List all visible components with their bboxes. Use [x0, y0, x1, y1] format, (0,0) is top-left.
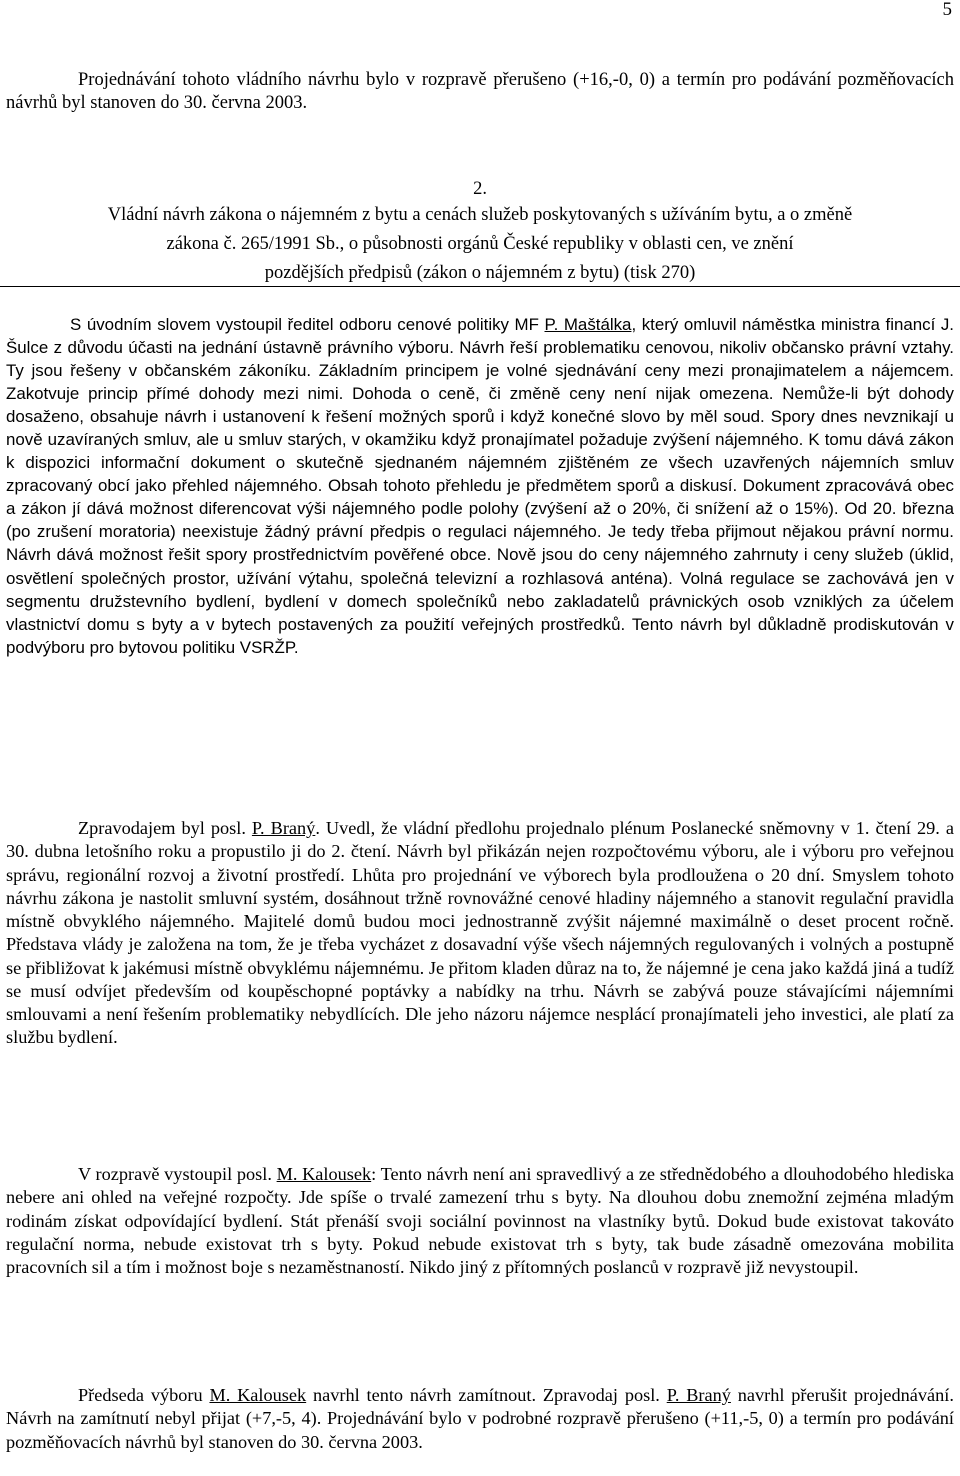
speaker-name: M. Kalousek [209, 1385, 307, 1405]
text-span: , který omluvil náměstka ministra financí J. Šulce z důvodu účasti na jednání ústavně právního výboru. Návrh řeší problematiku cenovou, nikoliv občansko právní vztahy. Ty jsou řešeny v občanském zákoníku. Základním principem je volné sjednávání ceny mezi pronajimatelem a nájemcem. Zakotvuje princip přímé dohody mezi nimi. Dohoda o ceně, či změně ceny není nijak omezena. Nemůže-li být dohody dosaženo, obsahuje návrh i ustanovení k řešení možných sporů i když konečné slovo by měl soud. Spory dnes nevznikají u nově uzavíraných smluv, ale u smluv starých, v okamžiku když pronajímatel požaduje zvýšení nájemného. K tomu dává zákon k dispozici informační dokument o skutečně sjednaném nájemném zjištěném ze všech uzavřených nájemních smluv zpracovaný obcí jako přehled nájemného. Obsah tohoto přehledu je předmětem sporů a diskusí. Dokument zpracovává obec a zákon jí dává možnost diferencovat výši nájemného podle polohy (zvýšení až o 20%, či snížení až o 15%). Od 20. března (po zrušení moratoria) neexistuje žádný právní předpis o regulaci nájemného. Je tedy třeba přijmout nějakou právní normu. Návrh dává možnost řešit spory prostřednictvím pověřené obce. Nově jsou do ceny nájemného zahrnuty i ceny služeb (úklid, osvětlení společných prostor, užívání výtahu, společná televizní a rozhlasová anténa). Volná regulace se zachovává jen v segmentu družstevního bydlení, bydlení v domech společníků nebo zakladatelů právnických osob vzniklých za účelem vlastnictví domu s byty a v bytech postavených za použití veřejných prostředků. Tento návrh byl důkladně prodiskutován v podvýboru pro bytovou politiku VSRŽP. [6, 315, 954, 657]
speaker-name: P. Braný [251, 818, 316, 838]
debate-paragraph [6, 1163, 954, 1279]
text-span: navrhl tento návrh zamítnout. Zpravodaj posl. [306, 1385, 667, 1405]
agenda-item-title-line: zákona č. 265/1991 Sb., o působnosti orgánů České republiky v oblasti cen, ve znění [166, 234, 794, 254]
text-span: Zpravodajem byl posl. [78, 818, 252, 838]
intro-paragraph: Projednávání tohoto vládního návrhu bylo v rozpravě přerušeno (+16,-0, 0) a termín pro podávání pozměňovacích návrhů byl stanoven do 30. června 2003. [6, 70, 954, 114]
agenda-item-title [0, 201, 960, 288]
text-span: V rozpravě vystoupil posl. [78, 1164, 277, 1184]
speaker-name: P. Maštálka [544, 315, 632, 334]
text-span: . Uvedl, že vládní předlohu projednalo plénum Poslanecké sněmovny v 1. čtení 29. a 30. dubna letošního roku a propustilo ji do 2. čtení. Návrh byl přikázán nejen rozpočtovému výboru, ale i výboru pro veřejnou správu, regionální rozvoj a životní prostředí. Lhůta pro projednání ve výborech byla prodloužena o 20 dní. Smyslem tohoto návrhu zákona je nastolit smluvní systém, dosáhnout tržně rovnovážné cenové hladiny nájemného a stanovit regulační pravidla místně obvyklého nájemného. Majitelé domů budou moci jednostranně zvýšit nájemné maximálně o deset procent ročně. Představa vlády je založena na tom, že je třeba vycházet z dosavadní výše všech nájemných regulovaných i volných a postupně se přibližovat k jakémusi místně obvyklému nájemnému. Je přitom kladen důraz na to, že nájemné je cena jako každá jiná a tudíž se musí odvíjet především od koupěschopné poptávky a nabídky na trhu. Návrh se zabývá pouze stávajícími nájemními smlouvami a není řešením problematiky nebydlících. Dle jeho názoru nájemce nesplácí pronajímateli jeho investici, ale platí za službu bydlení. [6, 818, 954, 1048]
agenda-item-title-line: Vládní návrh zákona o nájemném z bytu a cenách služeb poskytovaných s užíváním bytu, a o změně [107, 205, 853, 225]
text-span: : Tento návrh není ani spravedlivý a ze střednědobého a dlouhodobého hlediska nebere ani ohled na veřejné rozpočty. Jde spíše o trvalé zamezení trhu s byty. Na dlouhou dobu znemožní zejména mladým rodinám získat odpovídající bydlení. Stát přenáší svoji sociální povinnost na vlastníky bytů. Dokud bude existovat takováto regulační norma, nebude existovat trh s byty. Pokud nebude existovat trh s byty, tak bude zásadně omezována mobilita pracovních sil a tím i možnost boje s nezaměstnaností. Nikdo jiný z přítomných poslanců v rozpravě již nevystoupil. [6, 1164, 954, 1278]
chairman-paragraph [6, 1384, 954, 1454]
text-span: navrhl přerušit projednávání. Návrh na zamítnutí nebyl přijat (+7,-5, 4). Projednávání bylo v podrobné rozpravě přerušeno (+11,-5, 0) a termín pro podávání pozměňovacích návrhů byl stanoven do 30. června 2003. [6, 1385, 954, 1452]
section-divider [0, 286, 960, 287]
agenda-item-number: 2. [473, 179, 487, 199]
speaker-name: M. Kalousek [276, 1164, 372, 1184]
intro-speech-paragraph [6, 313, 954, 659]
page-number: 5 [942, 0, 952, 20]
speaker-name: P. Braný [666, 1385, 731, 1405]
text-span: S úvodním slovem vystoupil ředitel odboru cenové politiky MF [70, 315, 545, 334]
rapporteur-paragraph [6, 817, 954, 1050]
agenda-item-title-line: pozdějších předpisů (zákon o nájemném z bytu) (tisk 270) [264, 263, 696, 283]
text-span: Předseda výboru [78, 1385, 210, 1405]
